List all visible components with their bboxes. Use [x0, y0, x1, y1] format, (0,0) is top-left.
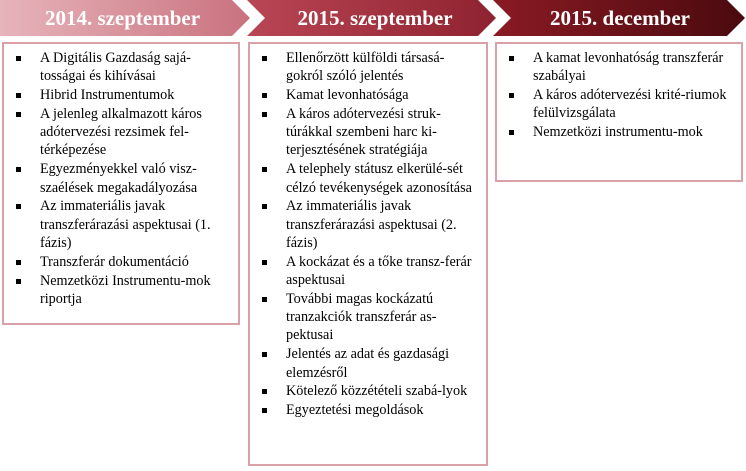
bullet-icon — [262, 167, 267, 172]
list-item — [258, 49, 480, 86]
list-item-text: A telephely státusz elkerülé-sét célzó tevékenységek azonosítása — [286, 161, 472, 196]
phase-3-list — [505, 49, 735, 141]
bullet-icon — [16, 204, 21, 209]
list-item-text: További magas kockázatú tranzakciók transzferár as-pektusai — [286, 290, 437, 344]
list-item — [258, 401, 480, 419]
list-item — [12, 197, 232, 252]
list-item-text: Kamat levonhatósága — [286, 87, 409, 104]
bullet-icon — [16, 93, 21, 98]
bullet-icon — [16, 167, 21, 172]
list-item-text: Jelentés az adat és gazdasági elemzésről — [286, 346, 450, 381]
list-item-text: Hibrid Instrumentumok — [40, 87, 175, 104]
list-item — [258, 290, 480, 345]
list-item — [12, 272, 232, 309]
phase-1-box — [2, 42, 240, 325]
list-item-text: Az immateriális javak transzferárazási aspektusai (1. fázis) — [40, 198, 211, 251]
bullet-icon — [262, 112, 267, 117]
bullet-icon — [262, 408, 267, 413]
list-item-text: A káros adótervezési krité-riumok felülvizsgálata — [533, 87, 727, 122]
list-item-text: Nemzetközi instrumentu-mok — [533, 124, 703, 141]
phase-3-title: 2015. december — [550, 6, 690, 30]
bullet-icon — [262, 260, 267, 265]
list-item — [505, 86, 735, 123]
list-item — [258, 382, 480, 400]
bullet-icon — [262, 204, 267, 209]
phase-2-list — [258, 49, 480, 419]
bullet-icon — [16, 279, 21, 284]
phase-1-list — [12, 49, 232, 308]
list-item — [505, 123, 735, 141]
phase-2-title: 2015. szeptember — [297, 6, 453, 30]
list-item — [12, 86, 232, 104]
list-item — [258, 86, 480, 104]
list-item-text: A kamat levonhatóság transzferár szabályai — [533, 50, 724, 85]
list-item-text: Az immateriális javak transzferárazási aspektusai (2. fázis) — [286, 198, 457, 251]
bullet-icon — [509, 56, 514, 61]
list-item — [258, 160, 480, 197]
bullet-icon — [262, 389, 267, 394]
list-item — [12, 253, 232, 271]
list-item — [12, 160, 232, 197]
bullet-icon — [509, 130, 514, 135]
bullet-icon — [262, 352, 267, 357]
list-item — [258, 105, 480, 160]
list-item-text: Kötelező közzétételi szabá-lyok — [286, 383, 468, 400]
list-item-text: Ellenőrzött külföldi társasá-gokról szóló jelentés — [286, 50, 445, 85]
list-item-text: A káros adótervezési struk-túrákkal szembeni harc ki-terjesztésének stratégiája — [286, 105, 441, 159]
list-item — [12, 105, 232, 160]
bullet-icon — [262, 93, 267, 98]
bullet-icon — [16, 260, 21, 265]
list-item — [258, 345, 480, 382]
phase-1-title: 2014. szeptember — [44, 6, 201, 30]
list-item-text: A kockázat és a tőke transz-ferár aspektusai — [286, 253, 472, 289]
bullet-icon — [16, 112, 21, 117]
list-item-text: A Digitális Gazdaság sajá-tosságai és kihívásai — [40, 50, 191, 85]
list-item-text: A jelenleg alkalmazott káros adótervezési rezsimek fel-térképezése — [40, 105, 202, 159]
bullet-icon — [16, 56, 21, 61]
list-item-text: Transzferár dokumentáció — [40, 253, 189, 270]
list-item — [258, 253, 480, 290]
list-item-text: Egyeztetési megoldások — [286, 402, 424, 419]
phase-3-box — [495, 42, 743, 182]
list-item — [505, 49, 735, 86]
list-item-text: Egyezményekkel való visz-szaélések megakadályozása — [40, 161, 198, 196]
bullet-icon — [262, 297, 267, 302]
list-item — [12, 49, 232, 86]
bullet-icon — [262, 56, 267, 61]
list-item-text: Nemzetközi Instrumentu-mok riportja — [40, 272, 211, 307]
bullet-icon — [509, 93, 514, 98]
list-item — [258, 197, 480, 252]
phase-2-box — [248, 42, 488, 466]
